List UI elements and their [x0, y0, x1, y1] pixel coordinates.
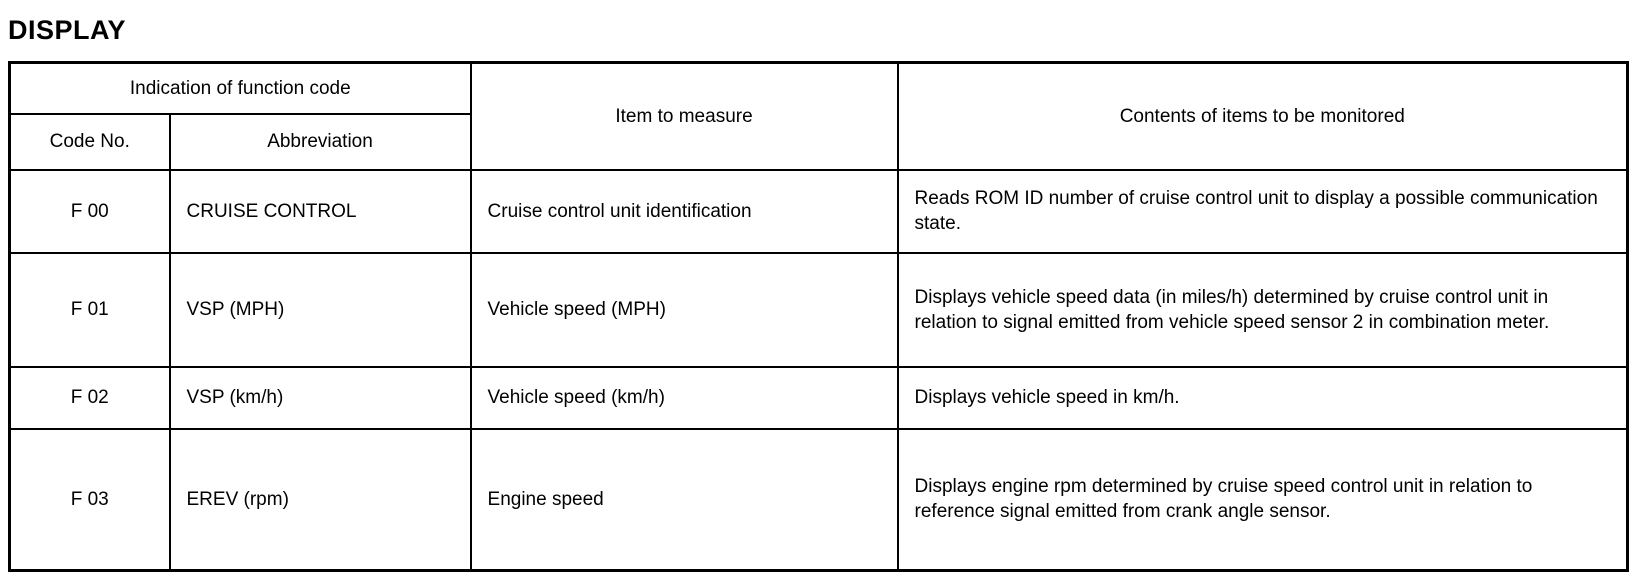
abbreviation-cell: CRUISE CONTROL — [170, 170, 471, 253]
item-cell: Engine speed — [471, 429, 898, 571]
table-row — [10, 429, 1628, 571]
header-function-code-group: Indication of function code — [10, 63, 471, 114]
header-row-top — [10, 63, 1628, 114]
abbreviation-cell: VSP (MPH) — [170, 253, 471, 367]
code-cell: F 01 — [10, 253, 170, 367]
table-row — [10, 170, 1628, 253]
table-row — [10, 367, 1628, 429]
function-code-table — [8, 61, 1629, 572]
table-row — [10, 253, 1628, 367]
page-title: DISPLAY — [8, 15, 127, 45]
item-cell: Cruise control unit identification — [471, 170, 898, 253]
header-code-no: Code No. — [10, 114, 170, 170]
item-cell: Vehicle speed (km/h) — [471, 367, 898, 429]
code-cell: F 02 — [10, 367, 170, 429]
contents-cell: Displays vehicle speed data (in miles/h) determined by cruise control unit in relation to signal emitted from vehicle speed sensor 2 in combination meter. — [898, 253, 1628, 367]
abbreviation-cell: EREV (rpm) — [170, 429, 471, 571]
code-cell: F 03 — [10, 429, 170, 571]
contents-cell: Reads ROM ID number of cruise control unit to display a possible communication state. — [898, 170, 1628, 253]
header-abbreviation: Abbreviation — [170, 114, 471, 170]
contents-cell: Displays vehicle speed in km/h. — [898, 367, 1628, 429]
code-cell: F 00 — [10, 170, 170, 253]
item-cell: Vehicle speed (MPH) — [471, 253, 898, 367]
header-contents-monitored: Contents of items to be monitored — [898, 63, 1628, 170]
contents-cell: Displays engine rpm determined by cruise speed control unit in relation to reference signal emitted from crank angle sensor. — [898, 429, 1628, 571]
abbreviation-cell: VSP (km/h) — [170, 367, 471, 429]
header-item-to-measure: Item to measure — [471, 63, 898, 170]
